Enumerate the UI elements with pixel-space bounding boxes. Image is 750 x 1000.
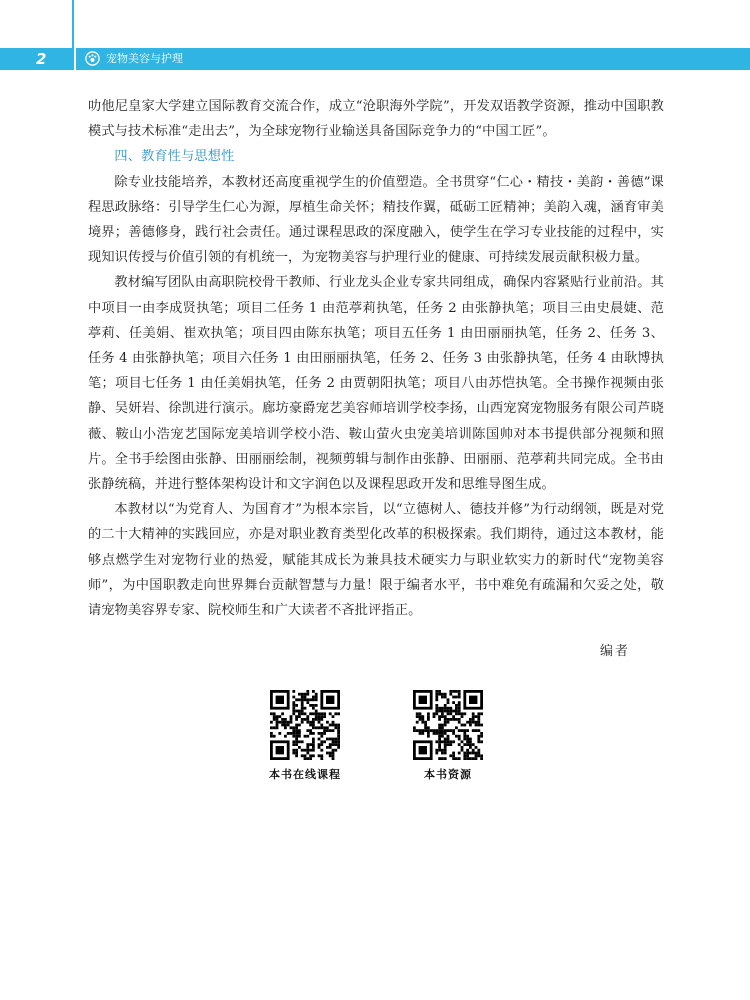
preface-body [88,94,664,623]
qr-book-resources[interactable] [388,690,508,782]
paragraph-continued: 叻他尼皇家大学建立国际教育交流合作，成立“沧职海外学院”，开发双语教学资源，推动中国职教模式与技术标准“走出去”，为全球宠物行业输送具备国际竞争力的“中国工匠”。 [88,99,664,140]
section-heading: 四、教育性与思想性 [114,149,235,165]
qr-code-icon[interactable] [413,690,483,760]
qr-code-icon[interactable] [270,690,340,760]
paw-book-icon [85,51,100,66]
qr-caption-online-course: 本书在线课程 [269,768,341,781]
page-number: 2 [36,50,47,68]
paragraph-closing: 本教材以“为党育人、为国育才”为根本宗旨，以“立德树人、德技并修”为行动纲领，既是对党的二十大精神的实践回应，亦是对职业教育类型化改革的积极探索。我们期待，通过这本教材，能够点燃学生对宠物行业的热爱，赋能其成长为兼具技术硬实力与职业软实力的新时代“宠物美容师”，为中国职教走向世界舞台贡献智慧与力量！限于编者水平，书中难免有疏漏和欠妥之处，敬请宠物美容界专家、院校师生和广大读者不吝批评指正。 [88,502,664,619]
signature-editor: 编者 [600,644,631,659]
book-title: 宠物美容与护理 [106,52,183,65]
paragraph-values: 除专业技能培养，本教材还高度重视学生的价值塑造。全书贯穿“仁心・精技・美韵・善德”课程思政脉络：引导学生仁心为源，厚植生命关怀；精技作翼，砥砺工匠精神；美韵入魂，涵育审美境界；善德修身，践行社会责任。通过课程思政的深度融入，使学生在学习专业技能的过程中，实现知识传授与价值引领的有机统一，为宠物美容与护理行业的健康、可持续发展贡献积极力量。 [88,174,664,266]
qr-caption-book-resources: 本书资源 [424,768,472,781]
header-separator [74,48,76,70]
qr-online-course[interactable] [245,690,365,782]
paragraph-authors: 教材编写团队由高职院校骨干教师、行业龙头企业专家共同组成，确保内容紧贴行业前沿。其中项目一由李成贤执笔；项目二任务 1 由范葶莉执笔，任务 2 由张静执笔；项目三由史晨婕、范葶莉、任美娟、崔欢执笔；项目四由陈东执笔；项目五任务 1 由田丽丽执笔，任务 2、任务 3、任务 4 由张静执笔；项目六任务 1 由田丽丽执笔，任务 2、任务 3 由张静执笔，任务 4 由耿博执笔；项目七任务 1 由任美娟执笔，任务 2 由贾朝阳执笔；项目八由苏恺执笔。全书操作视频由张静、吴妍岩、徐凯进行演示。廊坊豪爵宠艺美容师培训学校李扬，山西宠窝宠物服务有限公司芦晓薇、鞍山小浩宠艺国际宠美培训学校小浩、鞍山萤火虫宠美培训陈国帅对本书提供部分视频和照片。全书手绘图由张静、田丽丽绘制，视频剪辑与制作由张静、田丽丽、范葶莉共同完成。全书由张静统稿，并进行整体架构设计和文字润色以及课程思政开发和思维导图生成。 [88,275,664,493]
